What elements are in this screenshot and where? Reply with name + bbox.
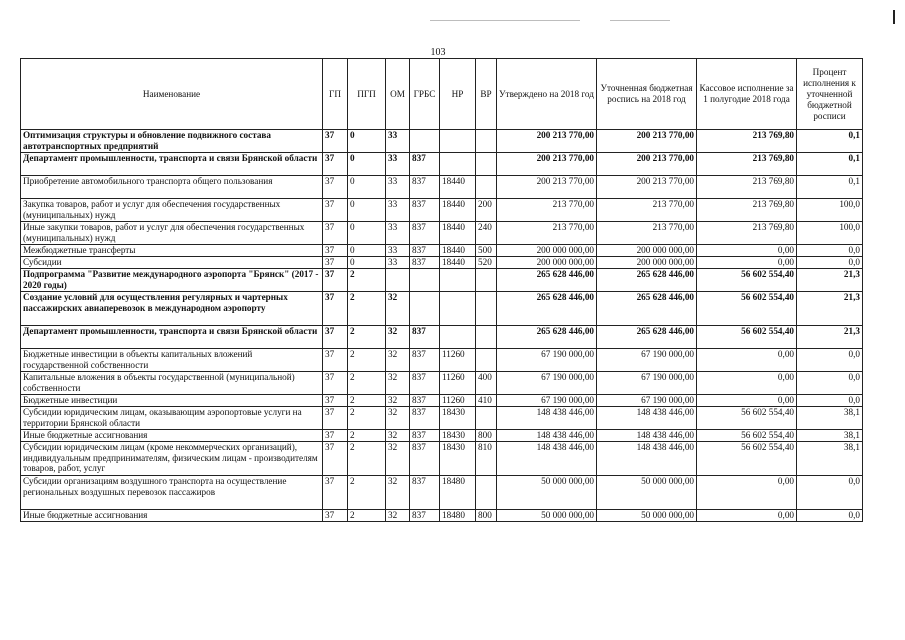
cell-cash-execution: 0,00: [697, 349, 797, 372]
scan-artifact-line: [610, 20, 670, 21]
cell-refined-amount: 148 438 446,00: [597, 442, 697, 476]
cell-om-code: 33: [386, 153, 410, 176]
cell-execution-percent: 0,0: [797, 372, 863, 395]
cell-refined-amount: 67 190 000,00: [597, 395, 697, 407]
cell-nr-code: 18430: [440, 430, 476, 442]
page-number: 103: [430, 47, 446, 58]
cell-row-name: Иные закупки товаров, работ и услуг для обеспечения государственных (муниципальных) нужд: [21, 222, 323, 245]
cell-om-code: 33: [386, 222, 410, 245]
cell-approved-amount: 213 770,00: [497, 199, 597, 222]
cell-approved-amount: 50 000 000,00: [497, 476, 597, 510]
cell-om-code: 32: [386, 476, 410, 510]
cell-pgp-code: 2: [348, 349, 386, 372]
cell-grbs-code: 837: [410, 442, 440, 476]
cell-row-name: Оптимизация структуры и обновление подвижного состава автотранспортных предприятий: [21, 130, 323, 153]
cell-nr-code: [440, 326, 476, 349]
cell-approved-amount: 265 628 446,00: [497, 269, 597, 292]
cell-row-name: Приобретение автомобильного транспорта общего пользования: [21, 176, 323, 199]
cell-om-code: 32: [386, 395, 410, 407]
table-row: [21, 395, 863, 407]
cell-nr-code: 18440: [440, 245, 476, 257]
column-header: ПГП: [348, 59, 386, 130]
cell-execution-percent: 100,0: [797, 222, 863, 245]
cell-gp-code: 37: [323, 130, 348, 153]
table-row: [21, 257, 863, 269]
cell-nr-code: 18430: [440, 407, 476, 430]
cell-pgp-code: 2: [348, 510, 386, 522]
table-row: [21, 510, 863, 522]
cell-cash-execution: 213 769,80: [697, 153, 797, 176]
table-row: [21, 153, 863, 176]
cell-grbs-code: 837: [410, 176, 440, 199]
table-row: [21, 430, 863, 442]
cell-nr-code: 18440: [440, 176, 476, 199]
scan-artifact-line: [430, 20, 580, 21]
table-row: [21, 176, 863, 199]
table-row: [21, 476, 863, 510]
cell-gp-code: 37: [323, 476, 348, 510]
cell-refined-amount: 50 000 000,00: [597, 510, 697, 522]
cell-pgp-code: 2: [348, 269, 386, 292]
cell-nr-code: 11260: [440, 349, 476, 372]
cell-execution-percent: 0,0: [797, 349, 863, 372]
cell-approved-amount: 265 628 446,00: [497, 326, 597, 349]
cell-om-code: 33: [386, 257, 410, 269]
cell-gp-code: 37: [323, 326, 348, 349]
cell-approved-amount: 148 438 446,00: [497, 442, 597, 476]
column-header: Наименование: [21, 59, 323, 130]
cell-vr-code: 520: [476, 257, 497, 269]
cell-approved-amount: 67 190 000,00: [497, 349, 597, 372]
cell-cash-execution: 56 602 554,40: [697, 292, 797, 326]
cell-execution-percent: 0,0: [797, 245, 863, 257]
cell-om-code: 32: [386, 430, 410, 442]
table-row: [21, 372, 863, 395]
column-header: Уточненная бюджетная роспись на 2018 год: [597, 59, 697, 130]
cell-cash-execution: 56 602 554,40: [697, 269, 797, 292]
cell-approved-amount: 200 213 770,00: [497, 176, 597, 199]
cell-refined-amount: 50 000 000,00: [597, 476, 697, 510]
cell-vr-code: [476, 130, 497, 153]
cell-execution-percent: 38,1: [797, 407, 863, 430]
table-row: [21, 245, 863, 257]
cell-vr-code: 800: [476, 510, 497, 522]
cell-row-name: Иные бюджетные ассигнования: [21, 510, 323, 522]
cell-grbs-code: 837: [410, 395, 440, 407]
cell-om-code: 32: [386, 292, 410, 326]
cell-gp-code: 37: [323, 430, 348, 442]
cell-cash-execution: 0,00: [697, 257, 797, 269]
cell-cash-execution: 56 602 554,40: [697, 442, 797, 476]
cell-grbs-code: [410, 292, 440, 326]
table-header-row: [21, 59, 863, 130]
cell-approved-amount: 213 770,00: [497, 222, 597, 245]
cell-cash-execution: 213 769,80: [697, 222, 797, 245]
cell-om-code: 32: [386, 407, 410, 430]
cell-om-code: 33: [386, 245, 410, 257]
table-row: [21, 292, 863, 326]
cell-grbs-code: 837: [410, 245, 440, 257]
cell-vr-code: [476, 349, 497, 372]
column-header: НР: [440, 59, 476, 130]
cell-om-code: 32: [386, 442, 410, 476]
cell-execution-percent: 38,1: [797, 430, 863, 442]
cell-grbs-code: 837: [410, 510, 440, 522]
cell-gp-code: 37: [323, 153, 348, 176]
cell-refined-amount: 200 000 000,00: [597, 245, 697, 257]
cell-refined-amount: 213 770,00: [597, 199, 697, 222]
cell-row-name: Создание условий для осуществления регулярных и чартерных пассажирских авиаперевозок в международном аэропорту: [21, 292, 323, 326]
cell-cash-execution: 0,00: [697, 510, 797, 522]
cell-gp-code: 37: [323, 395, 348, 407]
cell-nr-code: [440, 269, 476, 292]
table-row: [21, 199, 863, 222]
cell-om-code: [386, 269, 410, 292]
cell-execution-percent: 0,0: [797, 476, 863, 510]
cell-vr-code: 410: [476, 395, 497, 407]
cell-execution-percent: 21,3: [797, 326, 863, 349]
cell-pgp-code: 2: [348, 442, 386, 476]
cell-grbs-code: 837: [410, 326, 440, 349]
cell-nr-code: [440, 292, 476, 326]
cell-pgp-code: 2: [348, 430, 386, 442]
cell-nr-code: 11260: [440, 395, 476, 407]
cell-execution-percent: 0,1: [797, 176, 863, 199]
cell-gp-code: 37: [323, 407, 348, 430]
cell-vr-code: [476, 176, 497, 199]
cell-vr-code: [476, 153, 497, 176]
cell-row-name: Капитальные вложения в объекты государственной (муниципальной) собственности: [21, 372, 323, 395]
cell-pgp-code: 2: [348, 372, 386, 395]
cell-row-name: Межбюджетные трансферты: [21, 245, 323, 257]
cell-refined-amount: 67 190 000,00: [597, 349, 697, 372]
table-row: [21, 130, 863, 153]
cell-approved-amount: 50 000 000,00: [497, 510, 597, 522]
column-header: Процент исполнения к уточненной бюджетной росписи: [797, 59, 863, 130]
cell-nr-code: 18440: [440, 222, 476, 245]
cell-execution-percent: 21,3: [797, 269, 863, 292]
cell-pgp-code: 2: [348, 326, 386, 349]
cell-refined-amount: 265 628 446,00: [597, 326, 697, 349]
cell-execution-percent: 100,0: [797, 199, 863, 222]
budget-table: [20, 58, 863, 522]
cell-cash-execution: 56 602 554,40: [697, 326, 797, 349]
cell-gp-code: 37: [323, 372, 348, 395]
table-row: [21, 442, 863, 476]
cell-refined-amount: 67 190 000,00: [597, 372, 697, 395]
cell-vr-code: [476, 269, 497, 292]
cell-cash-execution: 213 769,80: [697, 199, 797, 222]
cell-vr-code: [476, 326, 497, 349]
cell-grbs-code: 837: [410, 349, 440, 372]
cell-om-code: 32: [386, 372, 410, 395]
table-row: [21, 269, 863, 292]
cell-nr-code: 18430: [440, 442, 476, 476]
cell-refined-amount: 200 213 770,00: [597, 176, 697, 199]
cell-pgp-code: 0: [348, 153, 386, 176]
column-header: Кассовое исполнение за 1 полугодие 2018 года: [697, 59, 797, 130]
cell-approved-amount: 200 000 000,00: [497, 257, 597, 269]
cell-execution-percent: 0,0: [797, 510, 863, 522]
column-header: ГП: [323, 59, 348, 130]
cell-grbs-code: 837: [410, 257, 440, 269]
cell-grbs-code: 837: [410, 372, 440, 395]
cell-om-code: 33: [386, 176, 410, 199]
cell-gp-code: 37: [323, 349, 348, 372]
cell-pgp-code: 2: [348, 292, 386, 326]
cell-vr-code: [476, 407, 497, 430]
cell-cash-execution: 0,00: [697, 245, 797, 257]
cell-vr-code: 500: [476, 245, 497, 257]
cell-om-code: 33: [386, 130, 410, 153]
cell-om-code: 32: [386, 326, 410, 349]
column-header: ГРБС: [410, 59, 440, 130]
cell-gp-code: 37: [323, 257, 348, 269]
table-row: [21, 222, 863, 245]
cell-grbs-code: [410, 269, 440, 292]
cell-gp-code: 37: [323, 442, 348, 476]
cell-refined-amount: 265 628 446,00: [597, 292, 697, 326]
cell-pgp-code: 2: [348, 395, 386, 407]
cell-nr-code: [440, 130, 476, 153]
cell-refined-amount: 200 000 000,00: [597, 257, 697, 269]
cell-approved-amount: 67 190 000,00: [497, 395, 597, 407]
cell-execution-percent: 0,1: [797, 130, 863, 153]
cell-pgp-code: 0: [348, 222, 386, 245]
table-body: [21, 130, 863, 522]
cell-vr-code: [476, 476, 497, 510]
cell-refined-amount: 265 628 446,00: [597, 269, 697, 292]
column-header: Утверждено на 2018 год: [497, 59, 597, 130]
cell-row-name: Департамент промышленности, транспорта и связи Брянской области: [21, 153, 323, 176]
cell-execution-percent: 0,0: [797, 395, 863, 407]
table-row: [21, 407, 863, 430]
cell-execution-percent: 21,3: [797, 292, 863, 326]
cell-nr-code: [440, 153, 476, 176]
cell-approved-amount: 200 213 770,00: [497, 130, 597, 153]
cell-nr-code: 18480: [440, 510, 476, 522]
cell-nr-code: 18440: [440, 257, 476, 269]
cell-execution-percent: 38,1: [797, 442, 863, 476]
cell-cash-execution: 0,00: [697, 395, 797, 407]
cell-cash-execution: 0,00: [697, 372, 797, 395]
cell-pgp-code: 2: [348, 476, 386, 510]
cell-row-name: Субсидии юридическим лицам (кроме некоммерческих организаций), индивидуальным предпринимателям, физическим лицам - производителям товаров, работ, услуг: [21, 442, 323, 476]
cell-row-name: Закупка товаров, работ и услуг для обеспечения государственных (муниципальных) нужд: [21, 199, 323, 222]
cell-gp-code: 37: [323, 292, 348, 326]
cell-pgp-code: 0: [348, 245, 386, 257]
cell-row-name: Департамент промышленности, транспорта и связи Брянской области: [21, 326, 323, 349]
cell-row-name: Подпрограмма "Развитие международного аэропорта "Брянск" (2017 - 2020 годы): [21, 269, 323, 292]
cell-nr-code: 18480: [440, 476, 476, 510]
cell-approved-amount: 67 190 000,00: [497, 372, 597, 395]
cell-gp-code: 37: [323, 245, 348, 257]
cell-nr-code: 11260: [440, 372, 476, 395]
cell-nr-code: 18440: [440, 199, 476, 222]
cell-cash-execution: 213 769,80: [697, 176, 797, 199]
cell-gp-code: 37: [323, 199, 348, 222]
cell-vr-code: 240: [476, 222, 497, 245]
cell-grbs-code: 837: [410, 199, 440, 222]
cell-grbs-code: 837: [410, 222, 440, 245]
cell-refined-amount: 148 438 446,00: [597, 407, 697, 430]
cell-grbs-code: 837: [410, 476, 440, 510]
cell-pgp-code: 0: [348, 257, 386, 269]
table-row: [21, 349, 863, 372]
cell-om-code: 33: [386, 199, 410, 222]
cell-grbs-code: 837: [410, 430, 440, 442]
cell-refined-amount: 200 213 770,00: [597, 130, 697, 153]
cell-refined-amount: 200 213 770,00: [597, 153, 697, 176]
cell-execution-percent: 0,0: [797, 257, 863, 269]
cell-cash-execution: 0,00: [697, 476, 797, 510]
cell-gp-code: 37: [323, 269, 348, 292]
cell-approved-amount: 148 438 446,00: [497, 407, 597, 430]
cell-pgp-code: 0: [348, 199, 386, 222]
column-header: ОМ: [386, 59, 410, 130]
cell-row-name: Бюджетные инвестиции: [21, 395, 323, 407]
cell-approved-amount: 148 438 446,00: [497, 430, 597, 442]
cell-om-code: 32: [386, 510, 410, 522]
cell-execution-percent: 0,1: [797, 153, 863, 176]
cell-gp-code: 37: [323, 176, 348, 199]
cell-grbs-code: 837: [410, 407, 440, 430]
cell-pgp-code: 0: [348, 130, 386, 153]
cell-grbs-code: [410, 130, 440, 153]
cell-row-name: Иные бюджетные ассигнования: [21, 430, 323, 442]
scan-corner-mark: [893, 10, 895, 24]
cell-gp-code: 37: [323, 222, 348, 245]
table-row: [21, 326, 863, 349]
cell-pgp-code: 2: [348, 407, 386, 430]
cell-row-name: Субсидии организациям воздушного транспорта на осуществление региональных воздушных перевозок пассажиров: [21, 476, 323, 510]
cell-cash-execution: 56 602 554,40: [697, 430, 797, 442]
cell-cash-execution: 56 602 554,40: [697, 407, 797, 430]
cell-vr-code: [476, 292, 497, 326]
cell-approved-amount: 265 628 446,00: [497, 292, 597, 326]
cell-refined-amount: 148 438 446,00: [597, 430, 697, 442]
cell-cash-execution: 213 769,80: [697, 130, 797, 153]
cell-row-name: Бюджетные инвестиции в объекты капитальных вложений государственной собственности: [21, 349, 323, 372]
cell-approved-amount: 200 213 770,00: [497, 153, 597, 176]
cell-vr-code: 800: [476, 430, 497, 442]
cell-approved-amount: 200 000 000,00: [497, 245, 597, 257]
cell-grbs-code: 837: [410, 153, 440, 176]
column-header: ВР: [476, 59, 497, 130]
cell-row-name: Субсидии юридическим лицам, оказывающим аэропортовые услуги на территории Брянской области: [21, 407, 323, 430]
cell-vr-code: 400: [476, 372, 497, 395]
cell-row-name: Субсидии: [21, 257, 323, 269]
cell-refined-amount: 213 770,00: [597, 222, 697, 245]
cell-pgp-code: 0: [348, 176, 386, 199]
cell-om-code: 32: [386, 349, 410, 372]
cell-vr-code: 810: [476, 442, 497, 476]
cell-gp-code: 37: [323, 510, 348, 522]
cell-vr-code: 200: [476, 199, 497, 222]
